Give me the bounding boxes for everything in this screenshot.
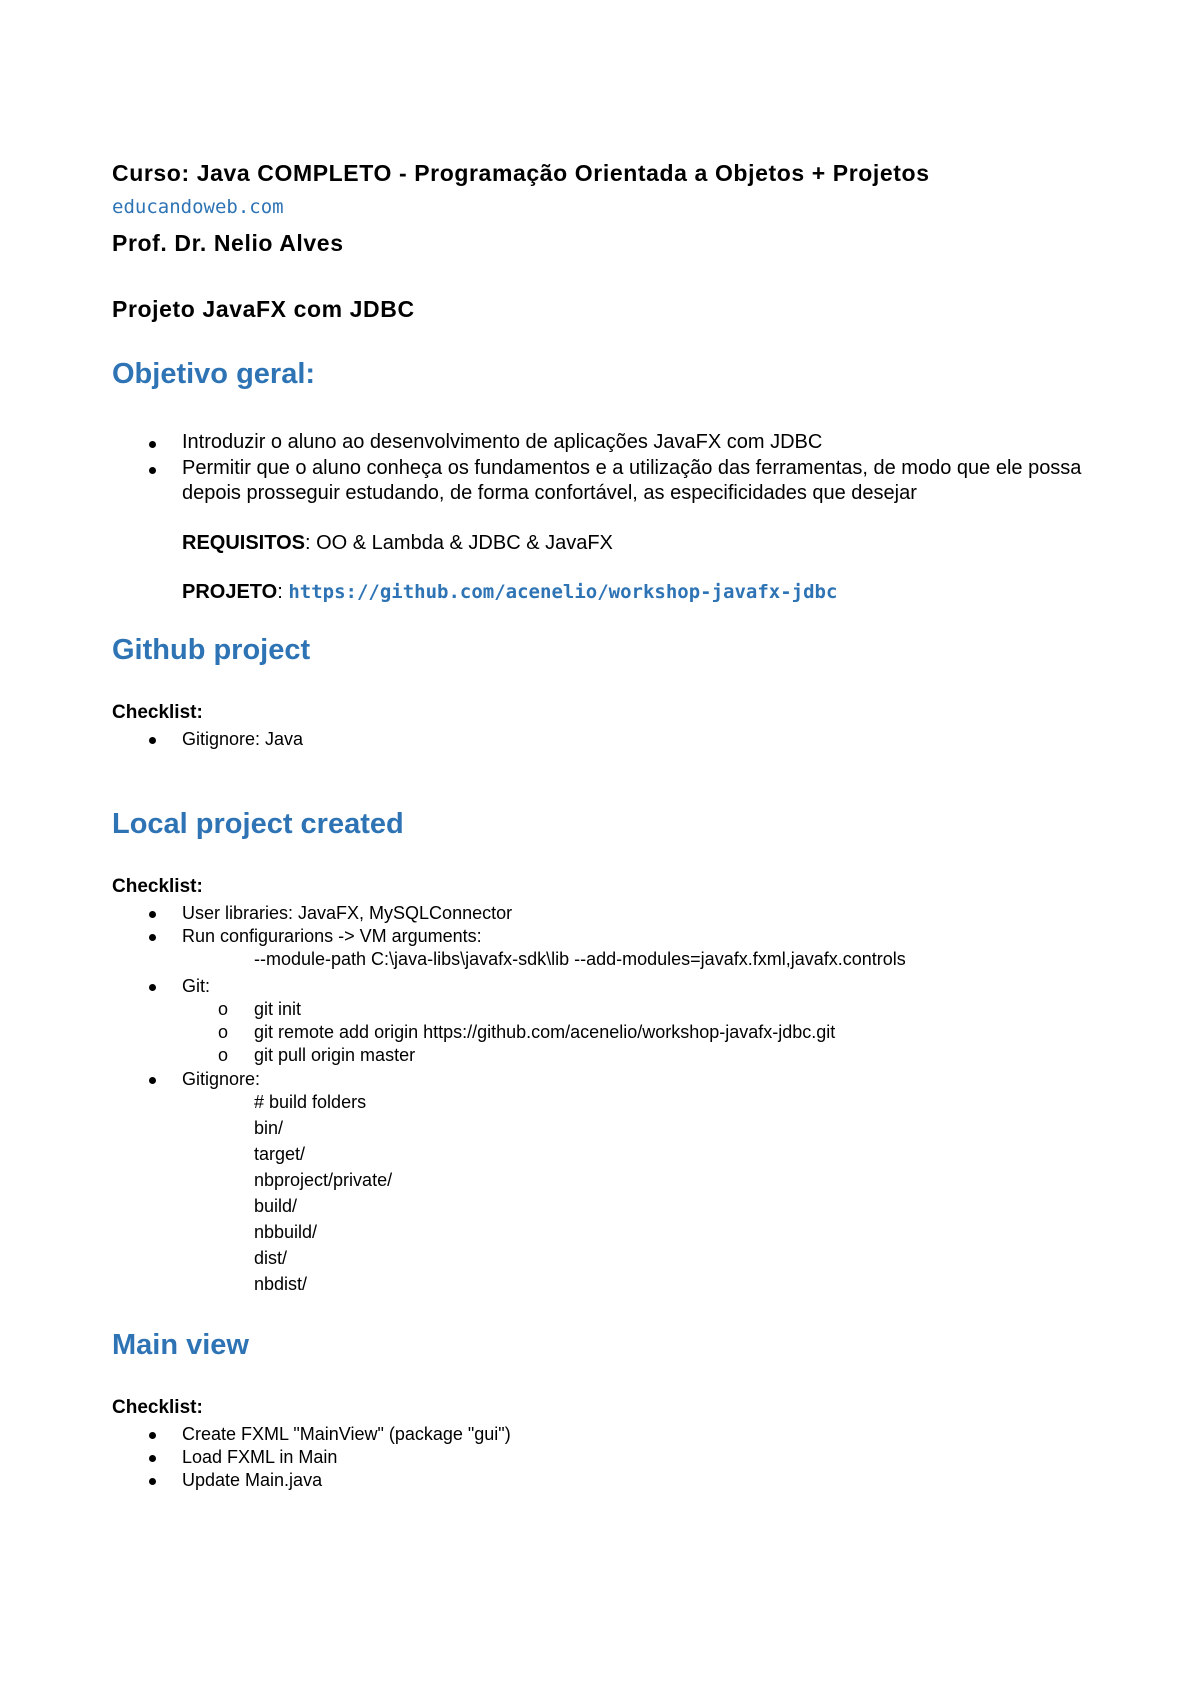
heading-mainview: Main view xyxy=(112,1329,249,1361)
checklist-label: Checklist: xyxy=(112,1397,203,1418)
checklist-label: Checklist: xyxy=(112,876,203,897)
requisitos-value: : OO & Lambda & JDBC & JavaFX xyxy=(305,532,613,554)
gitignore-line: target/ xyxy=(254,1144,306,1164)
requisitos-line xyxy=(182,532,613,555)
site-link[interactable]: educandoweb.com xyxy=(112,196,284,218)
local-libs: User libraries: JavaFX, MySQLConnector xyxy=(182,903,513,923)
heading-github: Github project xyxy=(112,634,311,666)
bullet-icon xyxy=(149,1455,156,1462)
gitignore-line: nbproject/private/ xyxy=(254,1170,393,1190)
local-gitignore: Gitignore: xyxy=(182,1069,261,1089)
bullet-icon xyxy=(149,984,156,991)
bullet-icon xyxy=(149,1432,156,1439)
objetivo-item-2-cont: depois prosseguir estudando, de forma confortável, as especificidades que desejar xyxy=(182,482,917,504)
bullet-icon xyxy=(149,467,156,474)
gitignore-line: build/ xyxy=(254,1196,298,1216)
mainview-item-1: Create FXML "MainView" (package "gui") xyxy=(182,1424,511,1444)
git-item-2: git remote add origin https://github.com/acenelio/workshop-javafx-jdbc.git xyxy=(254,1022,836,1042)
local-vmargs: --module-path C:\java-libs\javafx-sdk\lib --add-modules=javafx.fxml,javafx.controls xyxy=(254,949,906,969)
gitignore-line: bin/ xyxy=(254,1118,284,1138)
sub-bullet-icon: o xyxy=(218,999,229,1019)
heading-local: Local project created xyxy=(112,808,404,840)
local-git: Git: xyxy=(182,976,211,996)
mainview-item-2: Load FXML in Main xyxy=(182,1447,338,1467)
projeto-label: PROJETO xyxy=(182,581,278,603)
bullet-icon xyxy=(149,911,156,918)
mainview-item-3: Update Main.java xyxy=(182,1470,323,1490)
bullet-icon xyxy=(149,1478,156,1485)
bullet-icon xyxy=(149,737,156,744)
objetivo-item-2: Permitir que o aluno conheça os fundamentos e a utilização das ferramentas, de modo que ele possa xyxy=(182,457,1082,479)
requisitos-label: REQUISITOS xyxy=(182,532,305,554)
professor-name: Prof. Dr. Nelio Alves xyxy=(112,230,344,256)
project-title: Projeto JavaFX com JDBC xyxy=(112,296,415,322)
course-title: Curso: Java COMPLETO - Programação Orientada a Objetos + Projetos xyxy=(112,160,930,186)
local-run: Run configurarions -> VM arguments: xyxy=(182,926,482,946)
sub-bullet-icon: o xyxy=(218,1022,229,1042)
projeto-sep: : xyxy=(277,581,289,603)
bullet-icon xyxy=(149,441,156,448)
bullet-icon xyxy=(149,934,156,941)
gitignore-line: # build folders xyxy=(254,1092,367,1112)
github-item-1: Gitignore: Java xyxy=(182,729,304,749)
gitignore-line: nbbuild/ xyxy=(254,1222,318,1242)
heading-objetivo: Objetivo geral: xyxy=(112,358,316,390)
objetivo-item-1: Introduzir o aluno ao desenvolvimento de aplicações JavaFX com JDBC xyxy=(182,431,823,453)
git-item-1: git init xyxy=(254,999,302,1019)
projeto-line xyxy=(182,581,837,604)
gitignore-line: nbdist/ xyxy=(254,1274,308,1294)
sub-bullet-icon: o xyxy=(218,1045,229,1065)
bullet-icon xyxy=(149,1077,156,1084)
checklist-label: Checklist: xyxy=(112,702,203,723)
projeto-link[interactable]: https://github.com/acenelio/workshop-javafx-jdbc xyxy=(288,581,838,603)
gitignore-line: dist/ xyxy=(254,1248,288,1268)
git-item-3: git pull origin master xyxy=(254,1045,416,1065)
